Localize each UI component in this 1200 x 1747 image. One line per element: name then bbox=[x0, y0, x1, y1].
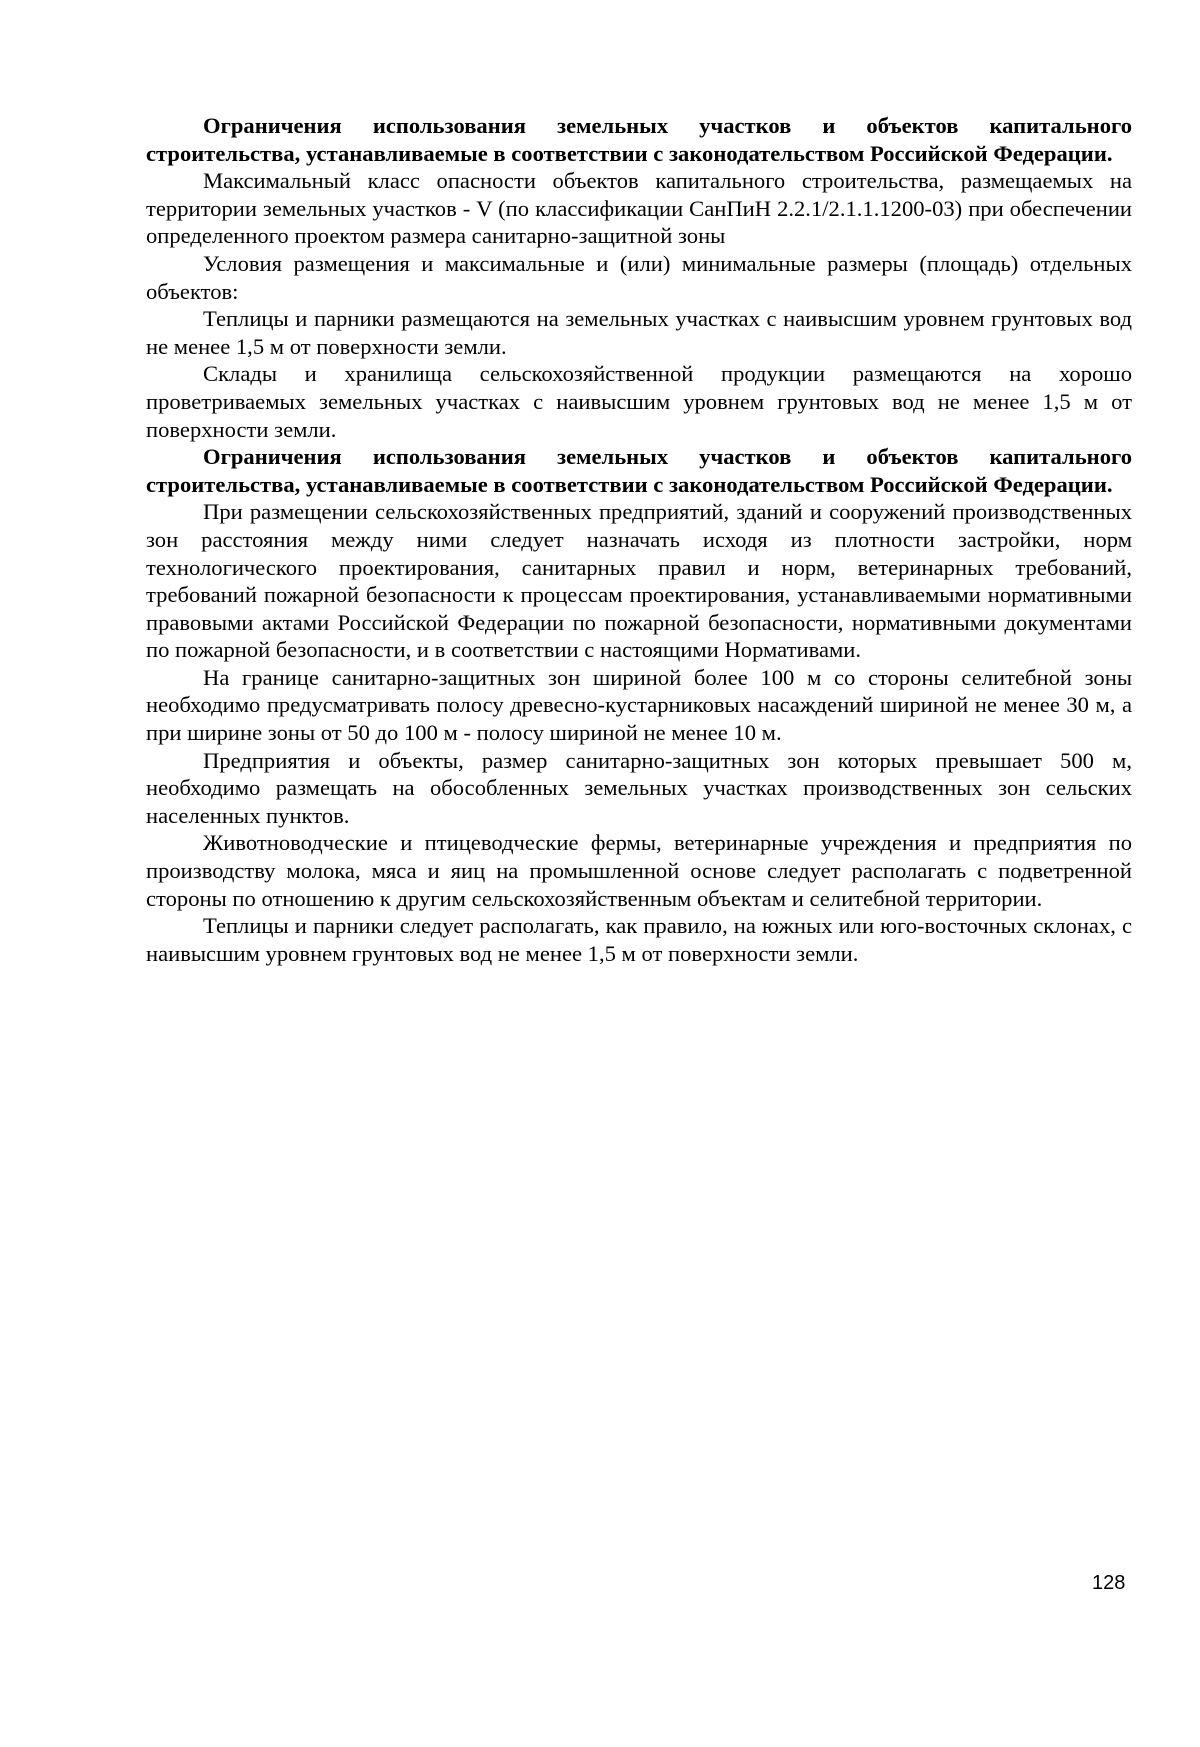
body-paragraph: Предприятия и объекты, размер санитарно-защитных зон которых превышает 500 м, необходимо размещать на обособленных земельных участках производственных зон сельских населенных пунктов. bbox=[146, 747, 1132, 828]
body-paragraph: Максимальный класс опасности объектов капитального строительства, размещаемых на территории земельных участков - V (по классификации СанПиН 2.2.1/2.1.1.1200-03) при обеспечении определенного проектом размера санитарно-защитной зоны bbox=[146, 168, 1132, 249]
body-paragraph: Теплицы и парники размещаются на земельных участках с наивысшим уровнем грунтовых вод не менее 1,5 м от поверхности земли. bbox=[146, 306, 1132, 359]
section-heading: Ограничения использования земельных участков и объектов капитального строительства, устанавливаемые в соответствии с законодательством Российской Федерации. bbox=[146, 113, 1132, 166]
body-paragraph: Условия размещения и максимальные и (или) минимальные размеры (площадь) отдельных объектов: bbox=[146, 250, 1132, 304]
document-body bbox=[146, 112, 1132, 967]
section-heading: Ограничения использования земельных участков и объектов капитального строительства, устанавливаемые в соответствии с законодательством Российской Федерации. bbox=[146, 444, 1132, 497]
body-paragraph: Животноводческие и птицеводческие фермы, ветеринарные учреждения и предприятия по производству молока, мяса и яиц на промышленной основе следует располагать с подветренной стороны по отношению к другим сельскохозяйственным объектам и селитебной территории. bbox=[146, 830, 1132, 911]
body-paragraph: При размещении сельскохозяйственных предприятий, зданий и сооружений производственных зон расстояния между ними следует назначать исходя из плотности застройки, норм технологического проектирования, санитарных правил и норм, ветеринарных требований, требований пожарной безопасности к процессам проектирования, устанавливаемыми нормативными правовыми актами Российской Федерации по пожарной безопасности, нормативными документами по пожарной безопасности, и в соответствии с настоящими Нормативами. bbox=[146, 499, 1132, 663]
page-number: 128 bbox=[1092, 1572, 1126, 1594]
body-paragraph: Склады и хранилища сельскохозяйственной продукции размещаются на хорошо проветриваемых земельных участках с наивысшим уровнем грунтовых вод не менее 1,5 м от поверхности земли. bbox=[146, 361, 1132, 442]
body-paragraph: На границе санитарно-защитных зон шириной более 100 м со стороны селитебной зоны необходимо предусматривать полосу древесно-кустарниковых насаждений шириной не менее 30 м, а при ширине зоны от 50 до 100 м - полосу шириной не менее 10 м. bbox=[146, 664, 1132, 746]
body-paragraph: Теплицы и парники следует располагать, как правило, на южных или юго-восточных склонах, с наивысшим уровнем грунтовых вод не менее 1,5 м от поверхности земли. bbox=[146, 913, 1132, 966]
